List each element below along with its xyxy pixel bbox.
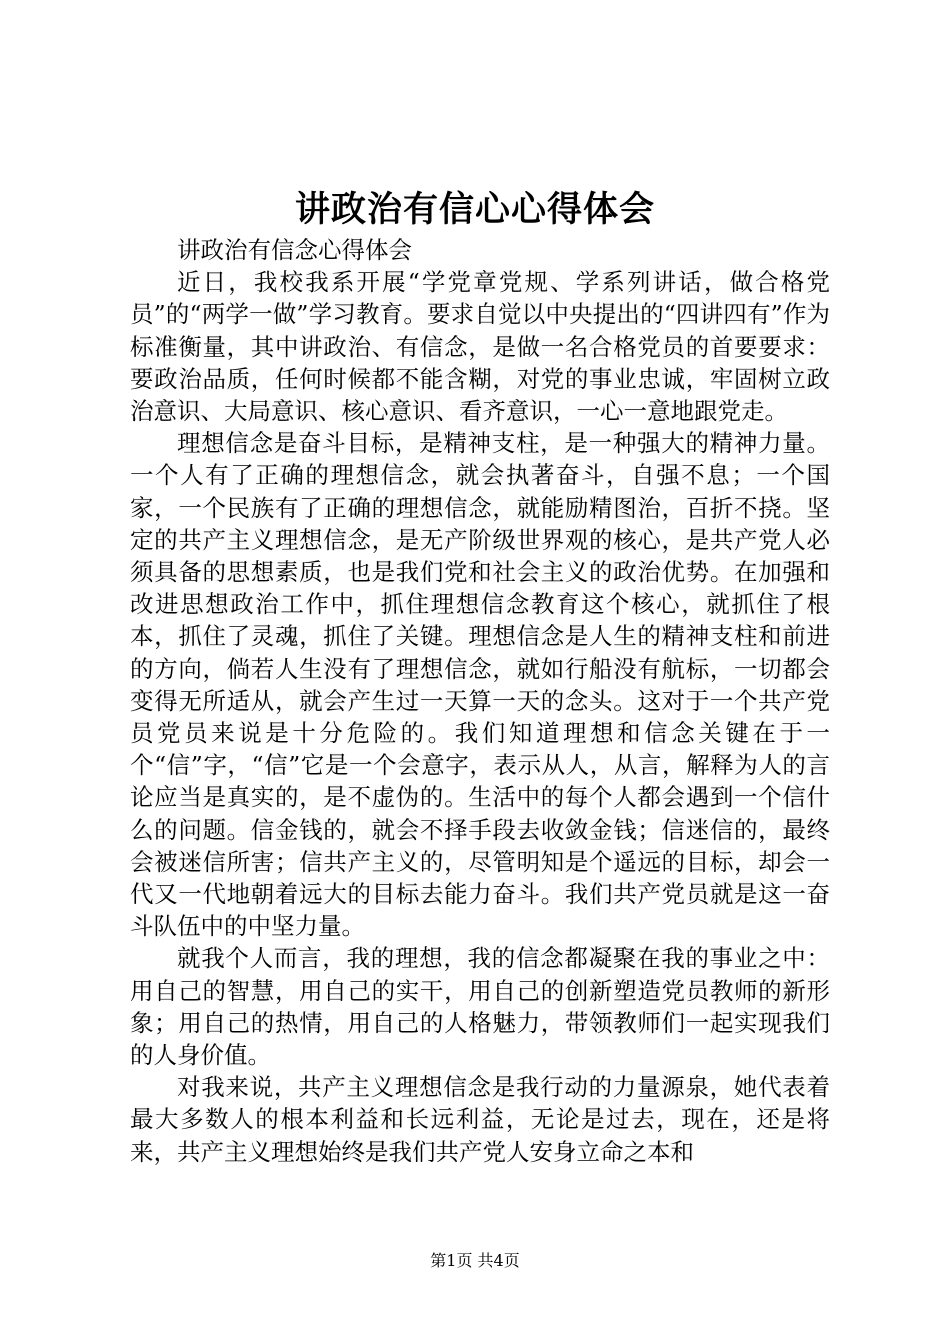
paragraph-subtitle: 讲政治有信念心得体会	[177, 236, 412, 264]
page-number-footer: 第1页 共4页	[430, 1251, 520, 1270]
document-title: 讲政治有信心心得体会	[294, 189, 655, 230]
paragraph: 对我来说，共产主义理想信念是我行动的力量源泉，她代表着最大多数人的根本利益和长远利益，无论是过去，现在，还是将来，共产主义理想始终是我们共产党人安身立命之本和	[130, 1073, 830, 1166]
paragraph: 就我个人而言，我的理想，我的信念都凝聚在我的事业之中：用自己的智慧，用自己的实干，用自己的创新塑造党员教师的新形象；用自己的热情，用自己的人格魅力，带领教师们一起实现我们的人身价值。	[130, 944, 830, 1070]
document-body	[130, 234, 830, 1168]
paragraph: 理想信念是奋斗目标，是精神支柱，是一种强大的精神力量。一个人有了正确的理想信念，就会执著奋斗，自强不息；一个国家，一个民族有了正确的理想信念，就能励精图治，百折不挠。坚定的共产主义理想信念，是无产阶级世界观的核心，是共产党人必须具备的思想素质，也是我们党和社会主义的政治优势。在加强和改进思想政治工作中，抓住理想信念教育这个核心，就抓住了根本，抓住了灵魂，抓住了关键。理想信念是人生的精神支柱和前进的方向，倘若人生没有了理想信念，就如行船没有航标，一切都会变得无所适从，就会产生过一天算一天的念头。这对于一个共产党员党员来说是十分危险的。我们知道理想和信念关键在于一个“信”字，“信”它是一个会意字，表示从人，从言，解释为人的言论应当是真实的，是不虚伪的。生活中的每个人都会遇到一个信什么的问题。信金钱的，就会不择手段去收敛金钱；信迷信的，最终会被迷信所害；信共产主义的，尽管明知是个遥远的目标，却会一代又一代地朝着远大的目标去能力奋斗。我们共产党员就是这一奋斗队伍中的中坚力量。	[130, 429, 830, 941]
paragraph: 近日，我校我系开展“学党章党规、学系列讲话，做合格党员”的“两学一做”学习教育。要求自觉以中央提出的“四讲四有”作为标准衡量，其中讲政治、有信念，是做一名合格党员的首要要求：要政治品质，任何时候都不能含糊，对党的事业忠诚，牢固树立政治意识、大局意识、核心意识、看齐意识，一心一意地跟党走。	[130, 268, 830, 426]
